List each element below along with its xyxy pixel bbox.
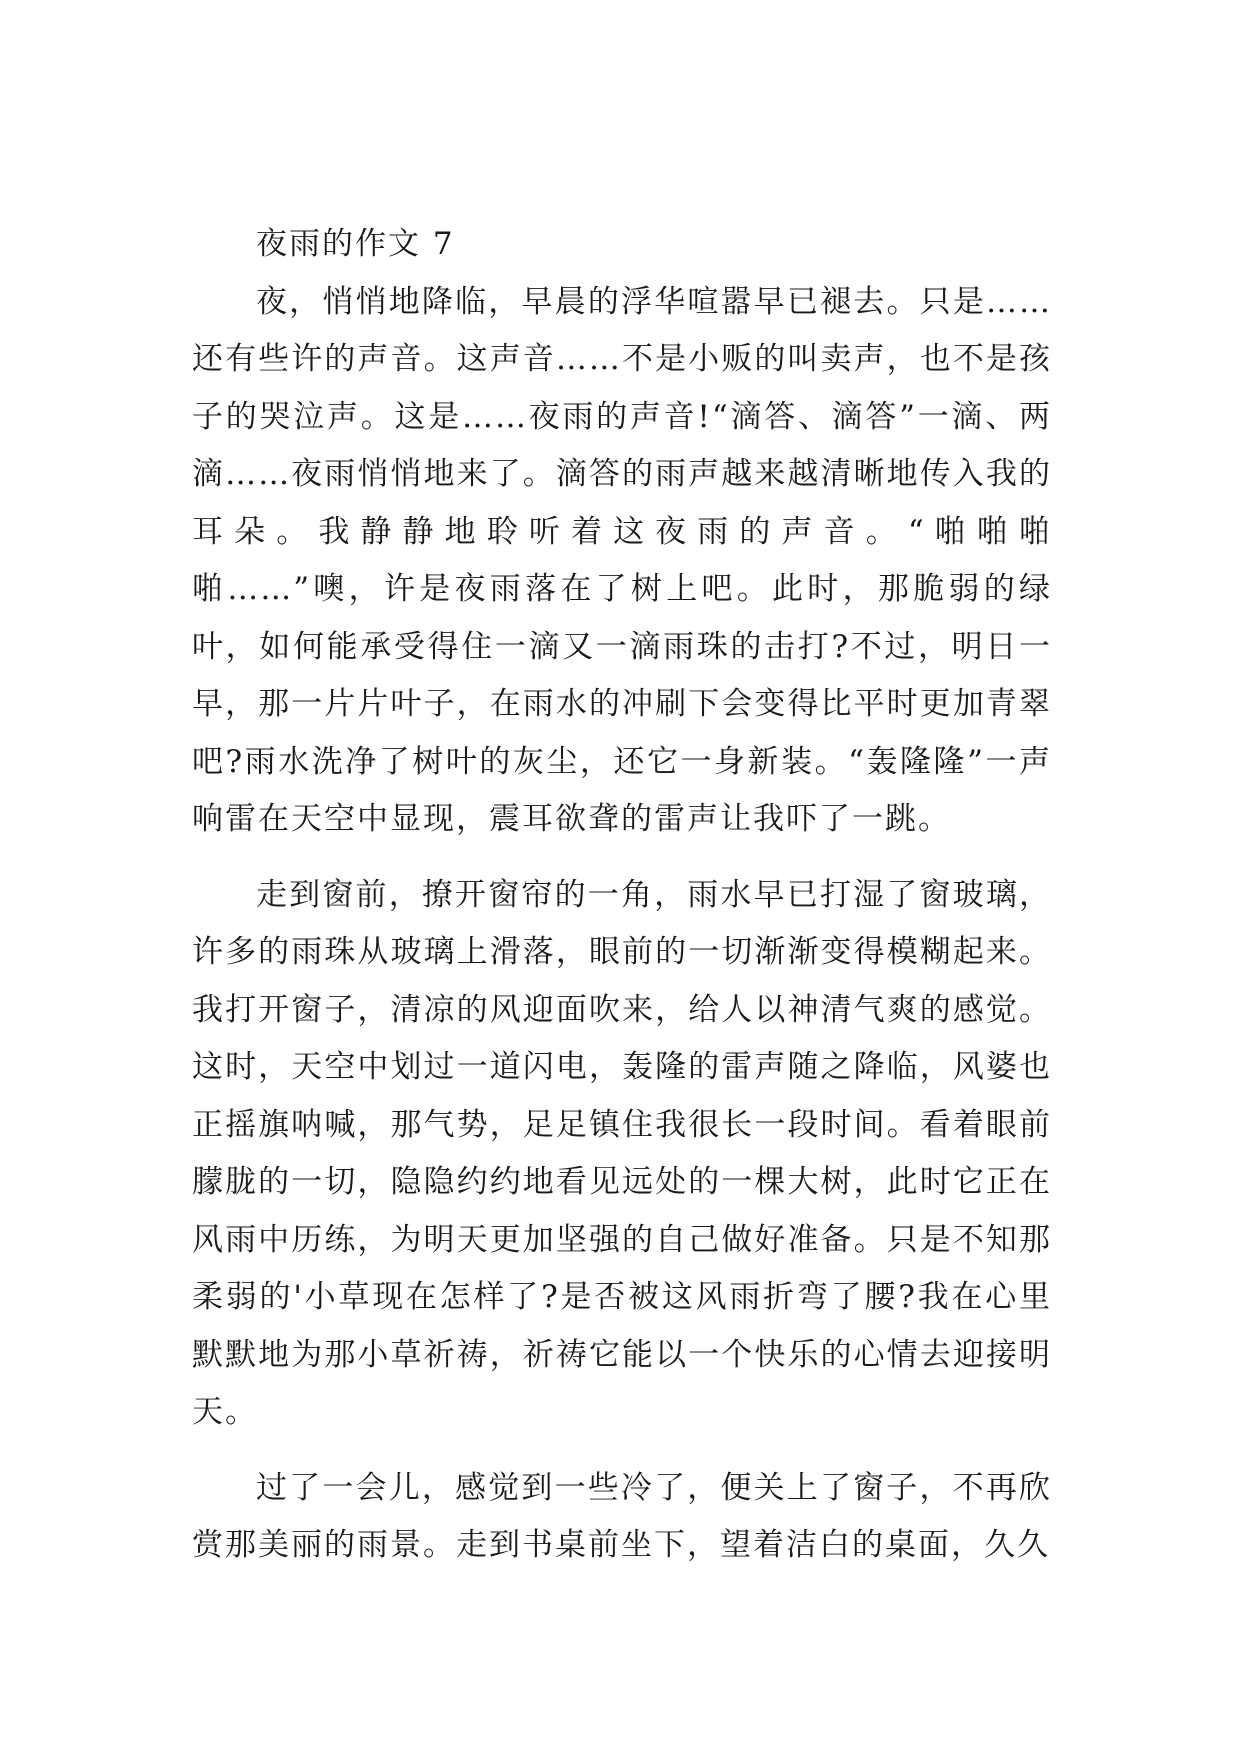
paragraph-3: 过了一会儿，感觉到一些冷了，便关上了窗子，不再欣赏那美丽的雨景。走到书桌前坐下，望着洁白的桌面，久久 (192, 1469, 1052, 1563)
document-body (192, 216, 1052, 1575)
document-title: 夜雨的作文 7 (256, 226, 455, 262)
paragraph-1: 夜，悄悄地降临，早晨的浮华喧嚣早已褪去。只是……还有些许的声音。这声音……不是小贩的叫卖声，也不是孩子的哭泣声。这是……夜雨的声音!“滴答、滴答”一滴、两滴……夜雨悄悄地来了。滴答的雨声越来越清晰地传入我的耳朵。我静静地聆听着这夜雨的声音。“啪啪啪啪……”噢，许是夜雨落在了树上吧。此时，那脆弱的绿叶，如何能承受得住一滴又一滴雨珠的击打?不过，明日一早，那一片片叶子，在雨水的冲刷下会变得比平时更加青翠吧?雨水洗净了树叶的灰尘，还它一身新装。“轰隆隆”一声响雷在天空中显现，震耳欲聋的雷声让我吓了一跳。 (192, 283, 1052, 837)
paragraph-2: 走到窗前，撩开窗帘的一角，雨水早已打湿了窗玻璃，许多的雨珠从玻璃上滑落，眼前的一切渐渐变得模糊起来。我打开窗子，清凉的风迎面吹来，给人以神清气爽的感觉。这时，天空中划过一道闪电，轰隆的雷声随之降临，风婆也正摇旗呐喊，那气势，足足镇住我很长一段时间。看着眼前朦胧的一切，隐隐约约地看见远处的一棵大树，此时它正在风雨中历练，为明天更加坚强的自己做好准备。只是不知那柔弱的'小草现在怎样了?是否被这风雨折弯了腰?我在心里默默地为那小草祈祷，祈祷它能以一个快乐的心情去迎接明天。 (192, 876, 1052, 1430)
